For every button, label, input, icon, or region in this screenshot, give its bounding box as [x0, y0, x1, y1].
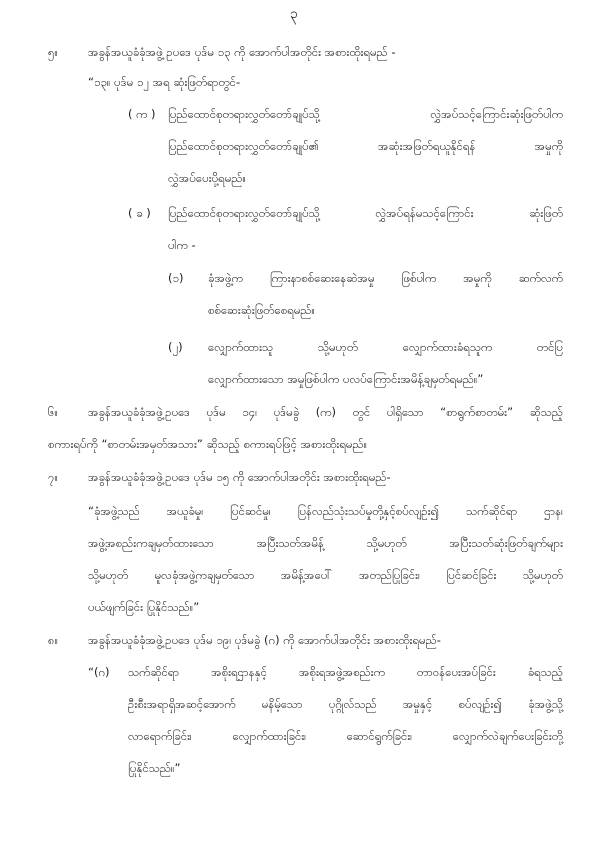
section-number: ၈။ [48, 633, 59, 647]
paragraph-line: လျှောက်ထားသူ သို့မဟုတ် လျှောက်ထားခံရသူက တင်ပြ [208, 340, 563, 354]
clause-label: ( က ) [128, 107, 156, 121]
paragraph-line: လျှောက်ထားသော အမှုဖြစ်ပါက ပလပ်ကြောင်းအမိန့်ချမှတ်ရမည်။” [208, 372, 484, 386]
paragraph-line: လွှဲအပ်ပေးပို့ရမည်။ [168, 171, 246, 185]
paragraph-line: ပယ်ဖျက်ခြင်း ပြုနိုင်သည်။” [88, 600, 200, 614]
paragraph-line: အဖွဲ့အစည်းကချမှတ်ထားသော အပြီးသတ်အမိန့် သို့မဟုတ် အပြီးသတ်ဆုံးဖြတ်ချက်များ [88, 536, 563, 550]
subclause-label: (၁) [168, 271, 184, 285]
paragraph-line: သက်ဆိုင်ရာ အစိုးရဌာနနှင့် အစိုးရအဖွဲ့အစည်းက တာဝန်ပေးအပ်ခြင်း ခံရသည့် [128, 665, 563, 679]
subclause-label: (၂) [168, 340, 183, 354]
paragraph-line: ခုံအဖွဲ့က ကြားနာစစ်ဆေးနေဆဲအမှု ဖြစ်ပါက အမှုကို ဆက်လက် [208, 271, 563, 285]
page-number: ၃ [290, 6, 298, 22]
paragraph-line: အခွန်အယူခံခုံအဖွဲ့ဥပဒေ ပုဒ်မ ၁၅ ကို အောက်ပါအတိုင်း အစားထိုးရမည်- [88, 470, 391, 484]
paragraph-line: အခွန်အယူခံခုံအဖွဲ့ ဥပဒေ ပုဒ်မ ၁၃ ကို အောက်ပါအတိုင်း အစားထိုးရမည် - [88, 45, 396, 59]
paragraph-line: ပြည်ထောင်စုတရားလွှတ်တော်ချုပ်သို့ လွှဲအပ်သင့်ကြောင်းဆုံးဖြတ်ပါက [168, 107, 563, 121]
paragraph-line: စကားရပ်ကို “စာတမ်းအမှတ်အသား” ဆိုသည့် စကားရပ်ဖြင့် အစားထိုးရမည်။ [48, 437, 368, 451]
clause-label: “(ဂ) [88, 665, 110, 679]
section-number: ၇။ [48, 470, 58, 484]
paragraph-line: ပြည်ထောင်စုတရားလွှတ်တော်ချုပ်သို့ လွှဲအပ်ရန်မသင့်ကြောင်း ဆုံးဖြတ် [168, 206, 563, 220]
paragraph-line: ဦးစီးအရာရှိအဆင့်အောက် မနိမ့်သော ပုဂ္ဂိုလ်သည် အမှုနှင့် စပ်လျဉ်း၍ ခုံအဖွဲ့သို့ [128, 697, 563, 711]
paragraph-line: ပါက - [168, 238, 196, 252]
paragraph-line: ပြုနိုင်သည်။” [128, 761, 181, 775]
section-number: ၅။ [48, 45, 58, 59]
clause-label: ( ခ ) [128, 206, 151, 220]
paragraph-line: “ခုံအဖွဲ့သည် အယူခံမှု၊ ပြင်ဆင်မှု၊ ပြန်လည်သုံးသပ်မှုတို့နှင့်စပ်လျဉ်း၍ သက်ဆိုင်ရာ ဌာန၊ [88, 504, 563, 518]
paragraph-line: ပြည်ထောင်စုတရားလွှတ်တော်ချုပ်၏ အဆုံးအဖြတ်ရယူနိုင်ရန် အမှုကို [168, 139, 563, 153]
paragraph-line: လာရောက်ခြင်း၊ လျှောက်ထားခြင်း၊ ဆောင်ရွက်ခြင်း၊ လျှောက်လဲချက်ပေးခြင်းတို့ [128, 729, 563, 743]
paragraph-line: သို့မဟုတ် မူလခုံအဖွဲ့ကချမှတ်သော အမိန့်အပေါ် အတည်ပြုခြင်း၊ ပြင်ဆင်ခြင်း သို့မဟုတ် [88, 568, 563, 582]
paragraph-line: “၁၃။ ပုဒ်မ ၁၂ အရ ဆုံးဖြတ်ရာတွင်- [88, 75, 241, 89]
paragraph-line: စစ်ဆေးဆုံးဖြတ်စေရမည်။ [208, 303, 315, 317]
section-number: ၆။ [48, 405, 58, 419]
paragraph-line: အခွန်အယူခံခုံအဖွဲ့ဥပဒေ ပုဒ်မ ၁၄၊ ပုဒ်မခွဲ (က) တွင် ပါရှိသော “စာရွက်စာတမ်း” ဆိုသည့် [88, 405, 563, 419]
paragraph-line: အခွန်အယူခံခုံအဖွဲ့ဥပဒေ ပုဒ်မ ၁၉၊ ပုဒ်မခွဲ (ဂ) ကို အောက်ပါအတိုင်း အစားထိုးရမည်- [88, 633, 441, 647]
